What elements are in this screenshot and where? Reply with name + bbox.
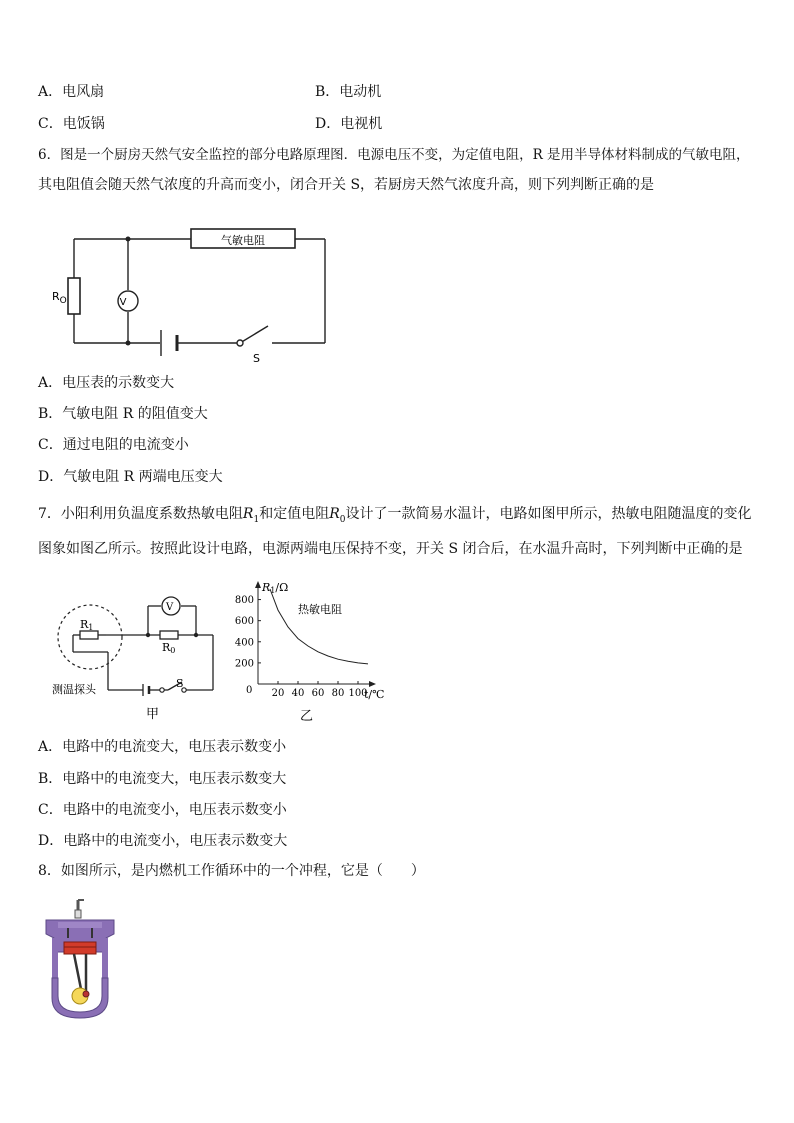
x-tick-label: 20 (271, 688, 285, 699)
q7-option-c: C．电路中的电流变小，电压表示数变小 (38, 802, 287, 818)
q8-stem: 8．如图所示，是内燃机工作循环中的一个冲程，它是（ ） (38, 863, 425, 879)
y-tick-label: 200 (234, 658, 254, 670)
q7-option-a: A．电路中的电流变大，电压表示数变小 (38, 739, 287, 755)
r0-resistor (68, 278, 80, 314)
q7-option-b: B．电路中的电流变大，电压表示数变大 (38, 771, 287, 787)
y-tick-label: 600 (234, 616, 254, 628)
x-tick-label: 60 (311, 688, 325, 699)
chart-origin: 0 (246, 685, 253, 696)
q6-option-b: B．气敏电阻 R 的阻值变大 (38, 406, 208, 422)
engine-stroke-illustration (40, 898, 124, 1022)
chart-annotation: 热敏电阻 (298, 603, 342, 616)
chart-xlabel: t/℃ (364, 688, 385, 701)
q5-option-c: C．电饭锅 (38, 116, 105, 132)
y-tick-label: 400 (234, 637, 254, 649)
y-axis-arrow-icon (255, 581, 261, 588)
q7-stem-line1: 7．小阳利用负温度系数热敏电阻$R_1$和定值电阻$R_0$设计了一款简易水温计，电路如图甲所示，热敏电阻随温度的变化 (38, 506, 752, 525)
q6-option-d: D．气敏电阻 R 两端电压变大 (38, 469, 223, 485)
q6-circuit-diagram (40, 222, 340, 372)
chart-ylabel: R1/Ω (262, 581, 289, 595)
switch-icon (237, 340, 243, 346)
q7-chart-yi (228, 577, 398, 723)
q6-option-c: C．通过电阻的电流变小 (38, 437, 189, 453)
q7-circuit-jia (48, 592, 223, 722)
q5-option-b: B．电动机 (315, 84, 382, 100)
probe-label: 测温探头 (52, 683, 96, 696)
q6-stem-line1: 6．图是一个厨房天然气安全监控的部分电路原理图．电源电压不变，为定值电阻，R 是用半导体材料制成的气敏电阻， (38, 147, 750, 163)
x-tick-label: 100 (348, 688, 368, 699)
voltmeter-label: V (166, 602, 174, 613)
r1-resistor (80, 631, 98, 639)
switch-label: S (253, 352, 260, 365)
x-tick-label: 40 (291, 688, 305, 699)
fig-jia-caption: 甲 (146, 707, 160, 722)
q6-option-a: A．电压表的示数变大 (38, 375, 175, 391)
voltmeter-label: V (119, 297, 127, 308)
switch-icon (160, 688, 164, 692)
gas-sensor-label: 气敏电阻 (221, 234, 265, 247)
r0-label: $R_O$ (52, 290, 67, 306)
switch-label: S (176, 677, 184, 690)
thermistor-curve (270, 589, 368, 664)
r1-label: R1 (80, 618, 94, 632)
q5-option-d: D．电视机 (315, 116, 383, 132)
x-tick-label: 80 (331, 688, 345, 699)
q7-option-d: D．电路中的电流变小，电压表示数变大 (38, 833, 288, 849)
r0-label: R0 (162, 641, 176, 655)
q7-stem-line2: 图象如图乙所示。按照此设计电路，电源两端电压保持不变，开关 S 闭合后，在水温升高时，下列判断中正确的是 (38, 541, 743, 557)
fig-yi-caption: 乙 (300, 709, 314, 723)
y-tick-label: 800 (234, 595, 254, 607)
q5-option-a: A．电风扇 (38, 84, 105, 100)
x-axis-arrow-icon (369, 681, 376, 687)
r0-resistor (160, 631, 178, 639)
q6-stem-line2: 其电阻值会随天然气浓度的升高而变小，闭合开关 S，若厨房天然气浓度升高，则下列判断正确的是 (38, 177, 655, 193)
